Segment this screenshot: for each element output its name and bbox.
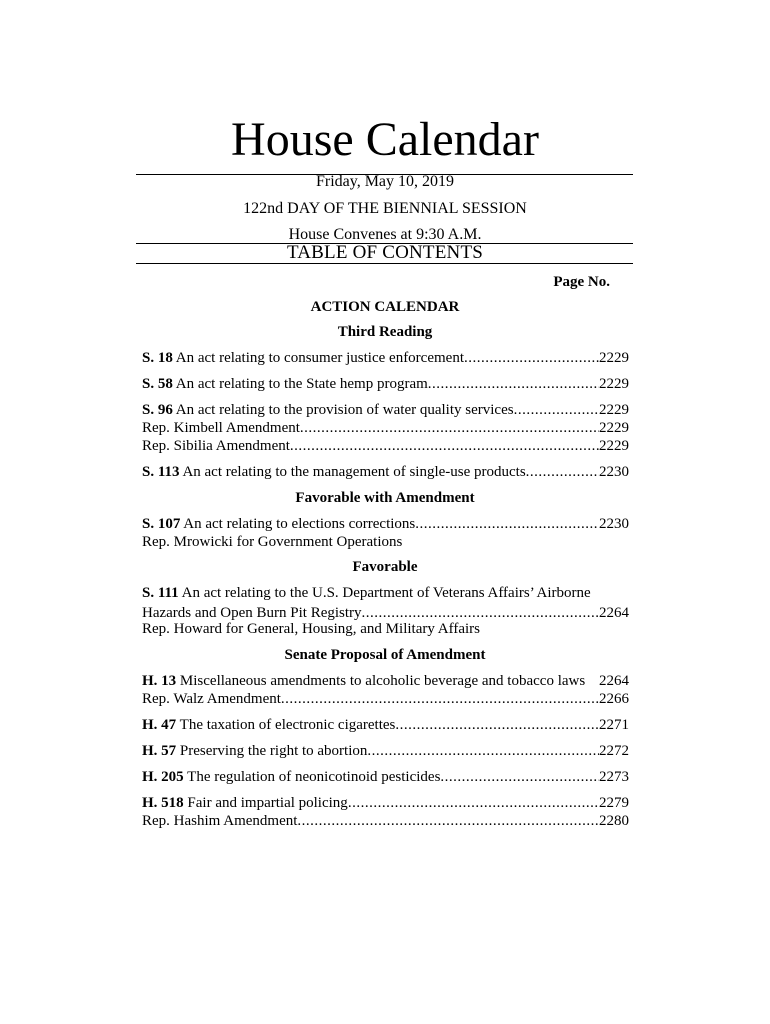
convene-time: House Convenes at 9:30 A.M. [288,226,482,243]
dot-leader [514,400,599,420]
amendment-title: Rep. Hashim Amendment [142,813,298,829]
toc-entry-s113[interactable] [142,462,629,482]
toc-entry-h518[interactable] [142,793,629,813]
section-senate-proposal-of-amendment: Senate Proposal of Amendment [284,647,486,663]
bill-title: The taxation of electronic cigarettes [176,717,396,733]
amendment-title: Rep. Walz Amendment [142,691,281,707]
section-favorable-with-amendment: Favorable with Amendment [295,490,475,506]
amendment-title: Rep. Kimbell Amendment [142,420,300,436]
bill-number: S. 111 [142,585,179,601]
page-number: 2266 [599,691,629,707]
page-number: 2229 [599,402,629,418]
toc-entry-s96-sibilia-amendment[interactable] [142,436,629,456]
page-number-column-label: Page No. [553,274,610,290]
page-number: 2230 [599,464,629,480]
page-number: 2272 [599,743,629,759]
page-number: 2229 [599,350,629,366]
toc-entry-s96[interactable] [142,400,629,420]
committee-report-s111 [142,619,629,639]
dot-leader [464,348,599,368]
bill-number: S. 58 [142,376,173,392]
dot-leader [367,741,599,761]
bill-title: An act relating to consumer justice enforcement [172,350,464,366]
toc-entry-s96-kimbell-amendment[interactable] [142,418,629,438]
session-day: 122nd DAY OF THE BIENNIAL SESSION [243,200,527,217]
bill-title: An act relating to the management of single-use products [179,464,526,480]
toc-rule [136,263,633,264]
bill-title: Miscellaneous amendments to alcoholic beverage and tobacco laws [176,673,586,689]
dot-leader [290,436,599,456]
dot-leader [428,374,599,394]
dot-leader [526,462,599,482]
page-number: 2230 [599,516,629,532]
bill-number: H. 47 [142,717,177,733]
bill-number: S. 18 [142,350,173,366]
amendment-title: Rep. Sibilia Amendment [142,438,290,454]
toc-entry-h13-walz-amendment[interactable] [142,689,629,709]
dot-leader [297,811,599,831]
bill-title: Preserving the right to abortion [176,743,368,759]
toc-entry-s18[interactable] [142,348,629,368]
bill-number: H. 13 [142,673,177,689]
section-third-reading: Third Reading [337,324,433,340]
page-number: 2264 [599,673,629,689]
bill-title: The regulation of neonicotinoid pesticides [183,769,441,785]
page-number: 2279 [599,795,629,811]
toc-heading: TABLE OF CONTENTS [286,242,484,263]
toc-entry-s111[interactable] [142,583,629,623]
dot-leader [281,689,599,709]
bill-title: An act relating to the U.S. Department of Veterans Affairs’ Airborne [178,585,591,601]
committee-report-text: Rep. Howard for General, Housing, and Military Affairs [142,621,480,637]
page-number: 2229 [599,438,629,454]
bill-title: An act relating to the provision of water quality services [172,402,514,418]
toc-entry-s107[interactable] [142,514,629,534]
bill-number: S. 113 [142,464,180,480]
bill-number: H. 57 [142,743,177,759]
bill-number: H. 205 [142,769,184,785]
bill-number: S. 96 [142,402,173,418]
bill-title: An act relating to the State hemp program [172,376,428,392]
dot-leader [415,514,599,534]
dot-leader [395,715,599,735]
committee-report-s107 [142,532,629,552]
toc-entry-h57[interactable] [142,741,629,761]
page-number: 2280 [599,813,629,829]
bill-title: An act relating to elections corrections [180,516,416,532]
toc-entry-h47[interactable] [142,715,629,735]
page-number: 2229 [599,420,629,436]
page-number: 2273 [599,769,629,785]
page-number: 2271 [599,717,629,733]
toc-entry-h518-hashim-amendment[interactable] [142,811,629,831]
page-number: 2264 [599,605,629,621]
toc-entry-h13[interactable] [142,671,629,691]
section-favorable: Favorable [352,559,418,575]
page-title: House Calendar [231,113,539,166]
bill-title-continued: Hazards and Open Burn Pit Registry [142,605,362,621]
page-number: 2229 [599,376,629,392]
bill-number: H. 518 [142,795,184,811]
bill-number: S. 107 [142,516,181,532]
bill-title: Fair and impartial policing [183,795,348,811]
dot-leader [348,793,599,813]
dot-leader [300,418,599,438]
toc-entry-s58[interactable] [142,374,629,394]
calendar-date: Friday, May 10, 2019 [315,173,455,190]
committee-report-text: Rep. Mrowicki for Government Operations [142,534,403,550]
toc-entry-h205[interactable] [142,767,629,787]
dot-leader [440,767,599,787]
action-calendar-heading: ACTION CALENDAR [310,299,460,315]
